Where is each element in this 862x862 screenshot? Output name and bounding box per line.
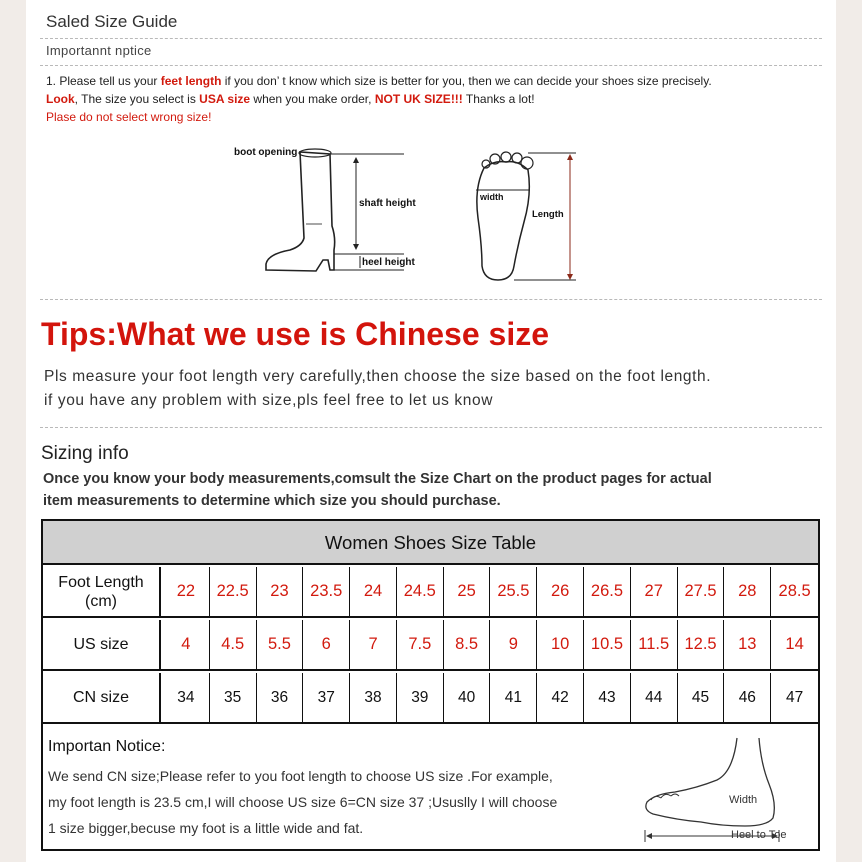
size-cell: 12.5 bbox=[678, 620, 725, 669]
size-cell: 28 bbox=[724, 567, 771, 616]
foot-length-label: Foot Length (cm) bbox=[43, 567, 161, 616]
size-cell: 28.5 bbox=[778, 582, 811, 600]
size-cell: 7.5 bbox=[397, 620, 444, 669]
size-cell: 39 bbox=[397, 673, 444, 722]
foot-sketch bbox=[641, 734, 791, 844]
size-cell: 13 bbox=[724, 620, 771, 669]
notice-line-1: We send CN size;Please refer to you foot length to choose US size .For example, bbox=[48, 768, 553, 784]
boot-opening-label: boot opening bbox=[234, 147, 298, 158]
important-notice bbox=[43, 726, 818, 849]
size-cell: 38 bbox=[350, 673, 397, 722]
cn-size-label: CN size bbox=[43, 673, 161, 722]
size-cell: 22 bbox=[163, 567, 210, 616]
size-cell: 6 bbox=[303, 620, 350, 669]
note-line-2: Look, The size you select is USA size when you make order, NOT UK SIZE!!! Thanks a lot! bbox=[46, 92, 535, 106]
size-cell: 14 bbox=[785, 635, 804, 653]
divider bbox=[40, 65, 822, 66]
sizing-desc-1: Once you know your body measurements,comsult the Size Chart on the product pages for actual bbox=[43, 471, 712, 487]
size-cell: 4 bbox=[163, 620, 210, 669]
size-cell: 23 bbox=[257, 567, 304, 616]
tips-title: Tips:What we use is Chinese size bbox=[41, 316, 549, 352]
divider bbox=[40, 299, 822, 300]
size-cell: 24 bbox=[350, 567, 397, 616]
size-cell: 24.5 bbox=[397, 567, 444, 616]
size-cell: 36 bbox=[257, 673, 304, 722]
size-cell: 25 bbox=[444, 567, 491, 616]
size-cell: 40 bbox=[444, 673, 491, 722]
size-cell: 42 bbox=[537, 673, 584, 722]
size-cell: 27 bbox=[631, 567, 678, 616]
size-cell: 8.5 bbox=[444, 620, 491, 669]
size-cell: 11.5 bbox=[631, 620, 678, 669]
foot-diagram bbox=[466, 148, 586, 284]
guide-title: Saled Size Guide bbox=[46, 12, 178, 31]
note-line-3: Plase do not select wrong size! bbox=[46, 110, 212, 124]
foot-width-label: width bbox=[480, 192, 504, 202]
size-cell: 46 bbox=[724, 673, 771, 722]
size-cell: 10 bbox=[537, 620, 584, 669]
divider bbox=[40, 427, 822, 428]
us-size-row bbox=[43, 620, 818, 671]
notice-line-3: 1 size bigger,becuse my foot is a little wide and fat. bbox=[48, 820, 364, 836]
size-cell: 7 bbox=[350, 620, 397, 669]
size-cell: 22.5 bbox=[210, 567, 257, 616]
size-guide-sheet bbox=[26, 0, 836, 862]
size-cell: 27.5 bbox=[678, 567, 725, 616]
notice-title: Importan Notice: bbox=[48, 738, 166, 755]
notice-line-2: my foot length is 23.5 cm,I will choose US size 6=CN size 37 ;Ususlly I will choose bbox=[48, 794, 558, 810]
size-cell: 26 bbox=[537, 567, 584, 616]
heel-height-label: heel height bbox=[362, 257, 415, 268]
shaft-height-label: shaft height bbox=[359, 198, 416, 209]
size-cell: 4.5 bbox=[210, 620, 257, 669]
size-cell: 34 bbox=[163, 673, 210, 722]
divider bbox=[40, 38, 822, 39]
size-cell: 41 bbox=[491, 673, 538, 722]
size-cell: 44 bbox=[631, 673, 678, 722]
size-cell: 25.5 bbox=[491, 567, 538, 616]
size-table-title: Women Shoes Size Table bbox=[43, 521, 818, 565]
size-cell: 26.5 bbox=[584, 567, 631, 616]
notice-label: Importannt nptice bbox=[46, 43, 152, 58]
size-table bbox=[41, 519, 820, 851]
sketch-heel-to-toe-label: Heel to Toe bbox=[731, 829, 787, 841]
size-cell: 9 bbox=[491, 620, 538, 669]
size-cell: 47 bbox=[785, 688, 804, 706]
foot-length-row bbox=[43, 567, 818, 618]
size-cell: 37 bbox=[303, 673, 350, 722]
note-line-1: 1. Please tell us your feet length if you don’ t know which size is better for you, then we can decide your shoes size precisely. bbox=[46, 74, 712, 88]
cn-size-row bbox=[43, 673, 818, 724]
us-size-label: US size bbox=[43, 620, 161, 669]
tips-line-1: Pls measure your foot length very carefully,then choose the size based on the foot length. bbox=[44, 368, 712, 385]
foot-length-label: Length bbox=[532, 209, 564, 220]
sketch-width-label: Width bbox=[729, 794, 758, 806]
size-cell: 23.5 bbox=[303, 567, 350, 616]
tips-line-2: if you have any problem with size,pls feel free to let us know bbox=[44, 392, 494, 409]
size-cell: 35 bbox=[210, 673, 257, 722]
size-cell: 10.5 bbox=[584, 620, 631, 669]
size-cell: 5.5 bbox=[257, 620, 304, 669]
sizing-title: Sizing info bbox=[41, 443, 129, 464]
size-cell: 45 bbox=[678, 673, 725, 722]
sizing-desc-2: item measurements to determine which size you should purchase. bbox=[43, 493, 501, 509]
size-cell: 43 bbox=[584, 673, 631, 722]
